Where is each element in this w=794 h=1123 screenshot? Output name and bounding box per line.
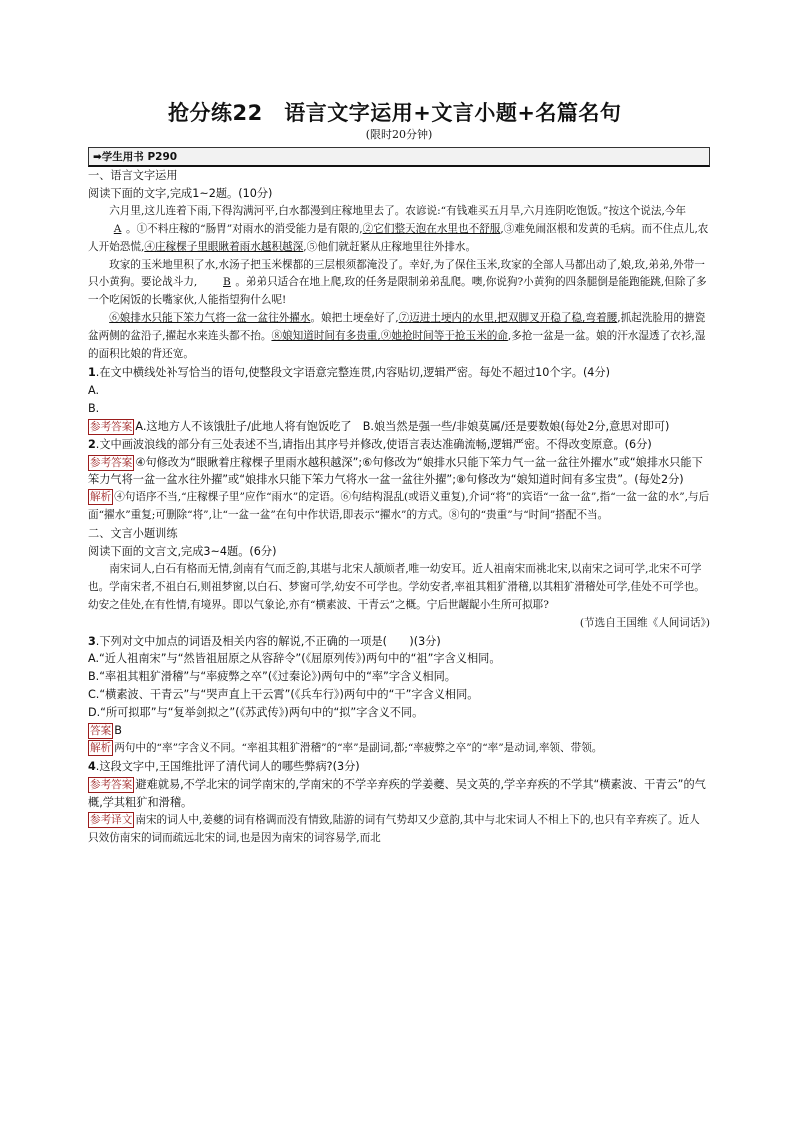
textbook-ref-label: ➡学生用书 P290 (93, 151, 178, 163)
wavy-line-8: ⑧娘知道时间有多贵重,⑨她抢时间等于抢玉米的命 (271, 330, 508, 343)
analysis-text: 两句中的“率”字含义不同。“率祖其粗犷滑稽”的“率”是副词,都;“率疲弊之卒”的“率”是动词,率领、带领。 (114, 742, 603, 754)
question-3 (88, 633, 710, 651)
section1-intro: 阅读下面的文字,完成1~2题。(10分) (88, 186, 273, 200)
content (88, 167, 710, 847)
passage1-para3 (88, 310, 710, 364)
answer-text: B (114, 724, 122, 738)
q2-analysis (88, 489, 710, 525)
question-number: 3 (88, 634, 96, 648)
question-number: 4 (88, 759, 96, 773)
text: 六月里,这儿连着下雨,下得沟满河平,白水都漫到庄稼地里去了。农谚说:“有钱难买五月旱,六月连阴吃饱饭。”按这个说法,今年 (109, 204, 686, 217)
analysis-text: ④句语序不当,“庄稼棵子里”应作“雨水”的定语。⑥句结构混乱(或语义重复),介词“将”的宾语“一盆一盆”,指“一盆一盆的水”,与后面“擢水”重复;可删除“将”,让“一盆一盆”在句中作状语,即表示“擢水”的方式。⑧句的“贵重”与“时间”搭配不当。 (88, 491, 710, 522)
question-4 (88, 758, 710, 776)
question-text: .在文中横线处补写恰当的语句,使整段文字语意完整连贯,内容贴切,逻辑严密。每处不超过10个字。(4分) (95, 365, 610, 379)
q4-answer (88, 776, 710, 812)
q1-answer (88, 418, 710, 436)
blank-a: A (113, 222, 122, 235)
passage2-source: (节选自王国维《人间词话》) (579, 616, 710, 629)
text: ,抓起洗脸用的搪瓷盆两侧的盆沿子,擢起水来连头都不抬。 (88, 312, 706, 343)
question-text: .下列对文中加点的词语及相关内容的解说,不正确的一项是( )(3分) (95, 634, 441, 648)
section2-intro: 阅读下面的文言文,完成3~4题。(6分) (88, 545, 277, 559)
text: 。①不料庄稼的“肠胃”对雨水的消受能力是有限的, (126, 222, 363, 235)
translation-tag: 参考译文 (90, 813, 133, 826)
wavy-line-7: ⑦迈进土埂内的水里,把双脚叉开稳了稳,弯着腰 (398, 312, 618, 325)
answer-text: 避难就易,不学北宋的词学南宋的,学南宋的不学辛弃疾的学姜夔、吴文英的,学辛弃疾的不学其“横素波、干青云”的气概,学其粗犷和滑稽。 (88, 777, 706, 809)
text: ,③难免闹沤根和发黄的毛病。而不住点儿,农人开始恐慌, (88, 222, 709, 253)
option-a: A.“近人祖南宋”与“然皆祖屈原之从容辞令”(《屈原列传》)两句中的“祖”字含义相同。 (88, 652, 501, 666)
text: ,⑤他们就赶紧从庄稼地里往外排水。 (303, 240, 477, 253)
question-text: .这段文字中,王国维批评了清代词人的哪些弊病?(3分) (95, 759, 360, 773)
q3-analysis (88, 740, 710, 758)
option-b: B.“率祖其粗犷滑稽”与“率疲弊之卒”(《过秦论》)两句中的“率”字含义相同。 (88, 670, 456, 684)
analysis-tag: 解析 (90, 742, 112, 754)
answer-text: A.这地方人不该饿肚子/此地人将有饱饭吃了 B.娘当然是强一些/非娘莫属/还是要数娘(每处2分,意思对即可) (135, 419, 670, 433)
option-d: D.“所可拟耶”与“复举剑拟之”(《苏武传》)两句中的“拟”字含义不同。 (88, 706, 424, 720)
time-limit: (限时20分钟) (365, 128, 433, 141)
page-title: 抢分练22 语言文字运用+文言小题+名篇名句 (168, 101, 622, 125)
passage1-para2 (88, 257, 710, 311)
wavy-line-4: ④庄稼棵子里眼瞅着雨水越积越深 (144, 240, 304, 253)
question-number: 2 (88, 437, 96, 451)
section2-heading: 二、文言小题训练 (88, 527, 178, 541)
text: 玫家的玉米地里积了水,水汤子把玉米棵都的三层根须都淹没了。幸好,为了保住玉米,玫家的全部人马都出动了,娘,玫,弟弟,外带一只小黄狗。要论战斗力, (88, 258, 705, 289)
text: 。娘把土埂垒好了, (310, 312, 399, 325)
option-c: C.“横素波、干青云”与“哭声直上干云霄”(《兵车行》)两句中的“干”字含义相同。 (88, 688, 479, 702)
answer-tag: 答案 (90, 725, 112, 738)
blank-b: B (223, 276, 231, 289)
question-text: .文中画波浪线的部分有三处表述不当,请指出其序号并修改,使语言表达准确流畅,逻辑严密。不得改变原意。(6分) (95, 437, 652, 451)
answer-line-b: B. (88, 401, 100, 415)
q2-answer (88, 454, 710, 490)
question-number: 1 (88, 365, 96, 379)
analysis-tag: 解析 (90, 491, 112, 504)
text: 。弟弟只适合在地上爬,玫的任务是限制弟弟乱爬。噢,你说狗?小黄狗的四条腿倒是能跑能跳,但除了多一个吃闲饭的长嘴家伙,人能指望狗什么呢! (88, 276, 707, 307)
question-1 (88, 364, 710, 382)
translation-text: 南宋的词人中,姜夔的词有格调而没有情致,陆游的词有气势却又少意韵,其中与北宋词人不相上下的,也只有辛弃疾了。近人只效仿南宋的词而疏远北宋的词,也是因为南宋的词容易学,而北 (88, 813, 700, 844)
question-2 (88, 436, 710, 454)
q4-translation (88, 812, 710, 848)
answer-tag: 参考答案 (90, 420, 133, 433)
wavy-line-6: ⑥娘排水只能下笨力气将一盆一盆往外擢水 (109, 312, 311, 325)
passage1-para1 (88, 203, 710, 257)
answer-tag: 参考答案 (90, 456, 133, 469)
answer-text: ④句修改为“眼瞅着庄稼棵子里雨水越积越深”;⑥句修改为“娘排水只能下笨力气一盆一盆往外擢水”或“娘排水只能下笨力气将一盆一盆水往外擢”或“娘排水只能下笨力气将水一盆一盆往外擢”;⑧句修改为“娘知道时间有多宝贵”。(每处2分) (88, 455, 703, 487)
answer-tag: 参考答案 (90, 778, 133, 791)
q3-answer (88, 722, 710, 740)
answer-line-a: A. (88, 383, 100, 397)
passage2: 南宋词人,白石有格而无情,剑南有气而乏韵,其堪与北宋人颉颃者,唯一幼安耳。近人祖南宋而祧北宋,以南宋之词可学,北宋不可学也。学南宋者,不祖白石,则祖梦窗,以白石、梦窗可学,幼安不可学也。学幼安者,率祖其粗犷滑稽,以其粗犷滑稽处可学,佳处不可学也。幼安之佳处,在有性情,有境界。即以气象论,亦有“横素波、干青云”之概。宁后世龌龊小生所可拟耶? (88, 562, 705, 611)
text: ,多抢一盆是一盆。娘的汗水湿透了衣衫,湿的面积比娘的背还宽。 (88, 330, 706, 361)
textbook-ref-bar (88, 147, 710, 167)
section1-heading: 一、语言文字运用 (88, 169, 178, 182)
wavy-line-2: ②它们整天泡在水里也不舒服 (362, 222, 501, 235)
